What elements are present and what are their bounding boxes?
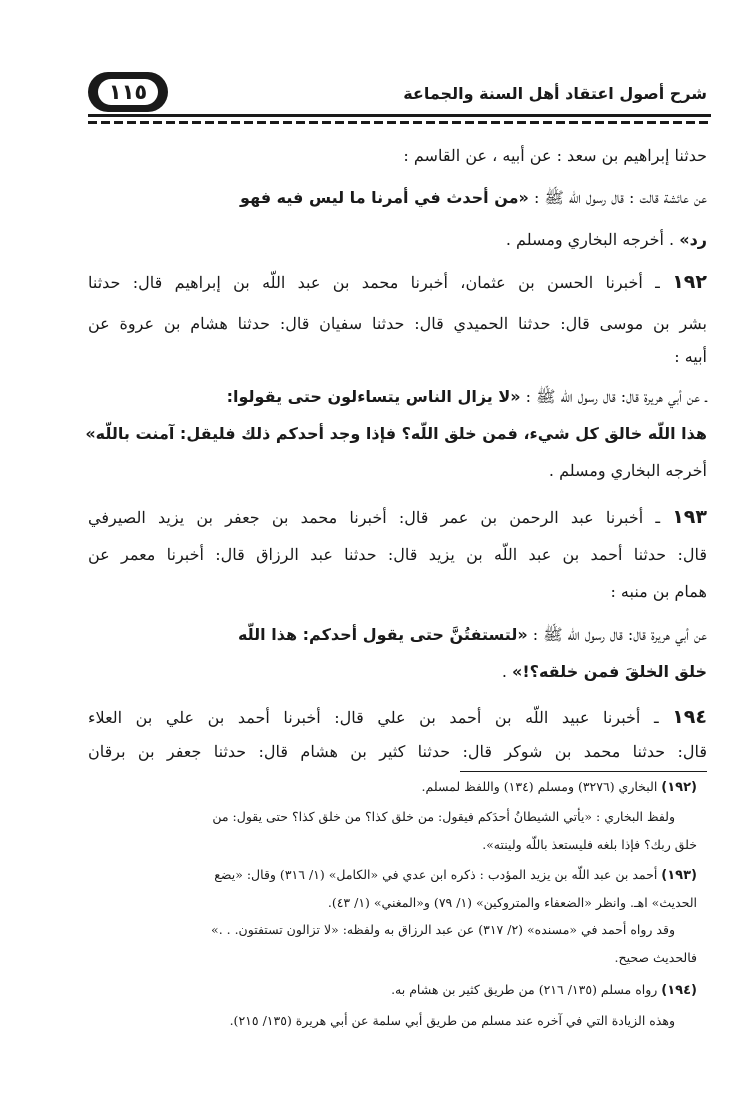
text-span: أبيه : — [674, 347, 707, 366]
text-span: ولفظ البخاري : «يأتي الشيطانُ أحدَكم فيقول: من خلق كذا؟ من خلق كذا؟ حتى يقول: من — [212, 809, 675, 824]
running-title: شرح أصول اعتقاد أهل السنة والجماعة — [403, 84, 707, 103]
text-line — [238, 624, 707, 646]
footnote-line — [615, 949, 697, 967]
hadith-text: «من أحدث في أمرنا ما ليس فيه فهو — [240, 188, 529, 207]
footnote-line — [211, 921, 675, 939]
footnote-line — [230, 1012, 675, 1030]
text-span: . أخرجه البخاري ومسلم . — [505, 230, 680, 249]
footnote-separator — [460, 771, 707, 772]
text-span: قال: حدثنا محمد بن شوكر قال: حدثنا كثير بن هشام قال: حدثنا جعفر بن برقان — [88, 742, 707, 761]
footnote-line — [212, 808, 675, 826]
text-line — [88, 271, 707, 294]
text-span: . — [501, 662, 513, 681]
text-line — [227, 386, 707, 408]
text-line — [88, 506, 707, 529]
hadith-text: «لا يزال الناس يتساءلون حتى يقولوا: — [226, 387, 521, 406]
text-line — [403, 145, 707, 167]
text-line — [506, 229, 707, 251]
hadith-text: (١٩٣) — [661, 868, 697, 883]
hadith-text: «لتستفتُنَّ حتى يقول أحدكم: هذا اللّه — [237, 625, 528, 644]
hadith-text: (١٩٢) — [661, 780, 697, 795]
hadith-text: هذا اللّه خالق كل شيء، فمن خلق اللّه؟ فإذا وجد أحدكم ذلك فليقل: آمنت باللّه» — [85, 424, 707, 443]
hadith-text: خلق الخلقَ فمن خلقه؟!» — [512, 662, 707, 681]
text-span: رواه مسلم (١٣٥/ ٢١٦) من طريق كثير بن هشام به. — [391, 982, 662, 997]
footnote-line — [214, 866, 697, 885]
text-span: قال: حدثنا أحمد بن عبد اللّه بن يزيد قال: حدثنا عبد الرزاق قال: أخبرنا معمر عن — [88, 545, 707, 564]
hadith-number: ١٩٤ — [672, 706, 707, 728]
hadith-number: ١٩٣ — [672, 506, 707, 528]
text-span: وقد رواه أحمد في «مسنده» (٢/ ٣١٧) عن عبد الرزاق به ولفظه: «لا تزالون تستفتون. . .» — [211, 922, 675, 937]
text-span: حدثنا إبراهيم بن سعد : عن أبيه ، عن القاسم : — [403, 146, 707, 165]
text-span: عن عائشة قالت : قال رسول اللّه ﷺ : — [528, 188, 707, 207]
text-span: البخاري (٣٢٧٦) ومسلم (١٣٤) واللفظ لمسلم. — [421, 779, 662, 794]
text-line — [549, 460, 707, 482]
text-line — [240, 187, 707, 209]
text-span: ـ أخبرنا الحسن بن عثمان، أخبرنا محمد بن عبد اللّه بن إبراهيم قال: حدثنا — [88, 273, 673, 292]
text-span: بشر بن موسى قال: حدثنا الحميدي قال: حدثنا سفيان قال: حدثنا هشام بن عروة عن — [88, 314, 707, 333]
text-span: ـ أخبرنا عبد الرحمن بن عمر قال: أخبرنا محمد بن جعفر بن يزيد الصيرفي — [88, 508, 673, 527]
text-span: أحمد بن عبد اللّه بن يزيد المؤدب : ذكره ابن عدي في «الكامل» (١/ ٣١٦) وقال: «يضع — [214, 867, 662, 882]
text-span: خلق ربك؟ فإذا بلغه فليستعذ باللّه ولينته». — [482, 837, 697, 852]
text-line — [610, 581, 707, 603]
text-line — [674, 346, 707, 368]
text-span: فالحديث صحيح. — [614, 950, 697, 965]
text-span: الحديث» اهـ. وانظر «الضعفاء والمتروكين» (١/ ٧٩) و«المغني» (١/ ٤٣). — [327, 895, 697, 910]
text-span: أخرجه البخاري ومسلم . — [548, 461, 707, 480]
page-number-badge — [88, 72, 168, 112]
text-line — [88, 741, 707, 763]
footnote-line — [328, 894, 697, 912]
text-line — [502, 661, 707, 683]
footnote-line — [391, 981, 697, 1000]
hadith-number: ١٩٢ — [672, 271, 707, 293]
text-span: ـ عن أبي هريرة قال: قال رسول اللّه ﷺ : — [520, 387, 707, 406]
hadith-text: (١٩٤) — [661, 983, 697, 998]
page-number: ١١٥ — [98, 79, 158, 105]
header-rule — [88, 114, 711, 127]
hadith-text: رد» — [679, 230, 707, 249]
footnote-line — [422, 778, 697, 797]
footnote-line — [482, 836, 697, 854]
text-span: ـ أخبرنا عبيد اللّه بن أحمد بن علي قال: أخبرنا أحمد بن علي بن العلاء — [88, 708, 673, 727]
text-line — [88, 706, 707, 729]
text-line — [85, 423, 707, 445]
text-line — [88, 313, 707, 335]
text-span: عن أبي هريرة قال: قال رسول اللّه ﷺ : — [527, 625, 707, 644]
text-line — [88, 544, 707, 566]
text-span: همام بن منبه : — [610, 582, 707, 601]
text-span: وهذه الزيادة التي في آخره عند مسلم من طريق أبي سلمة عن أبي هريرة (١٣٥/ ٢١٥). — [229, 1013, 675, 1028]
